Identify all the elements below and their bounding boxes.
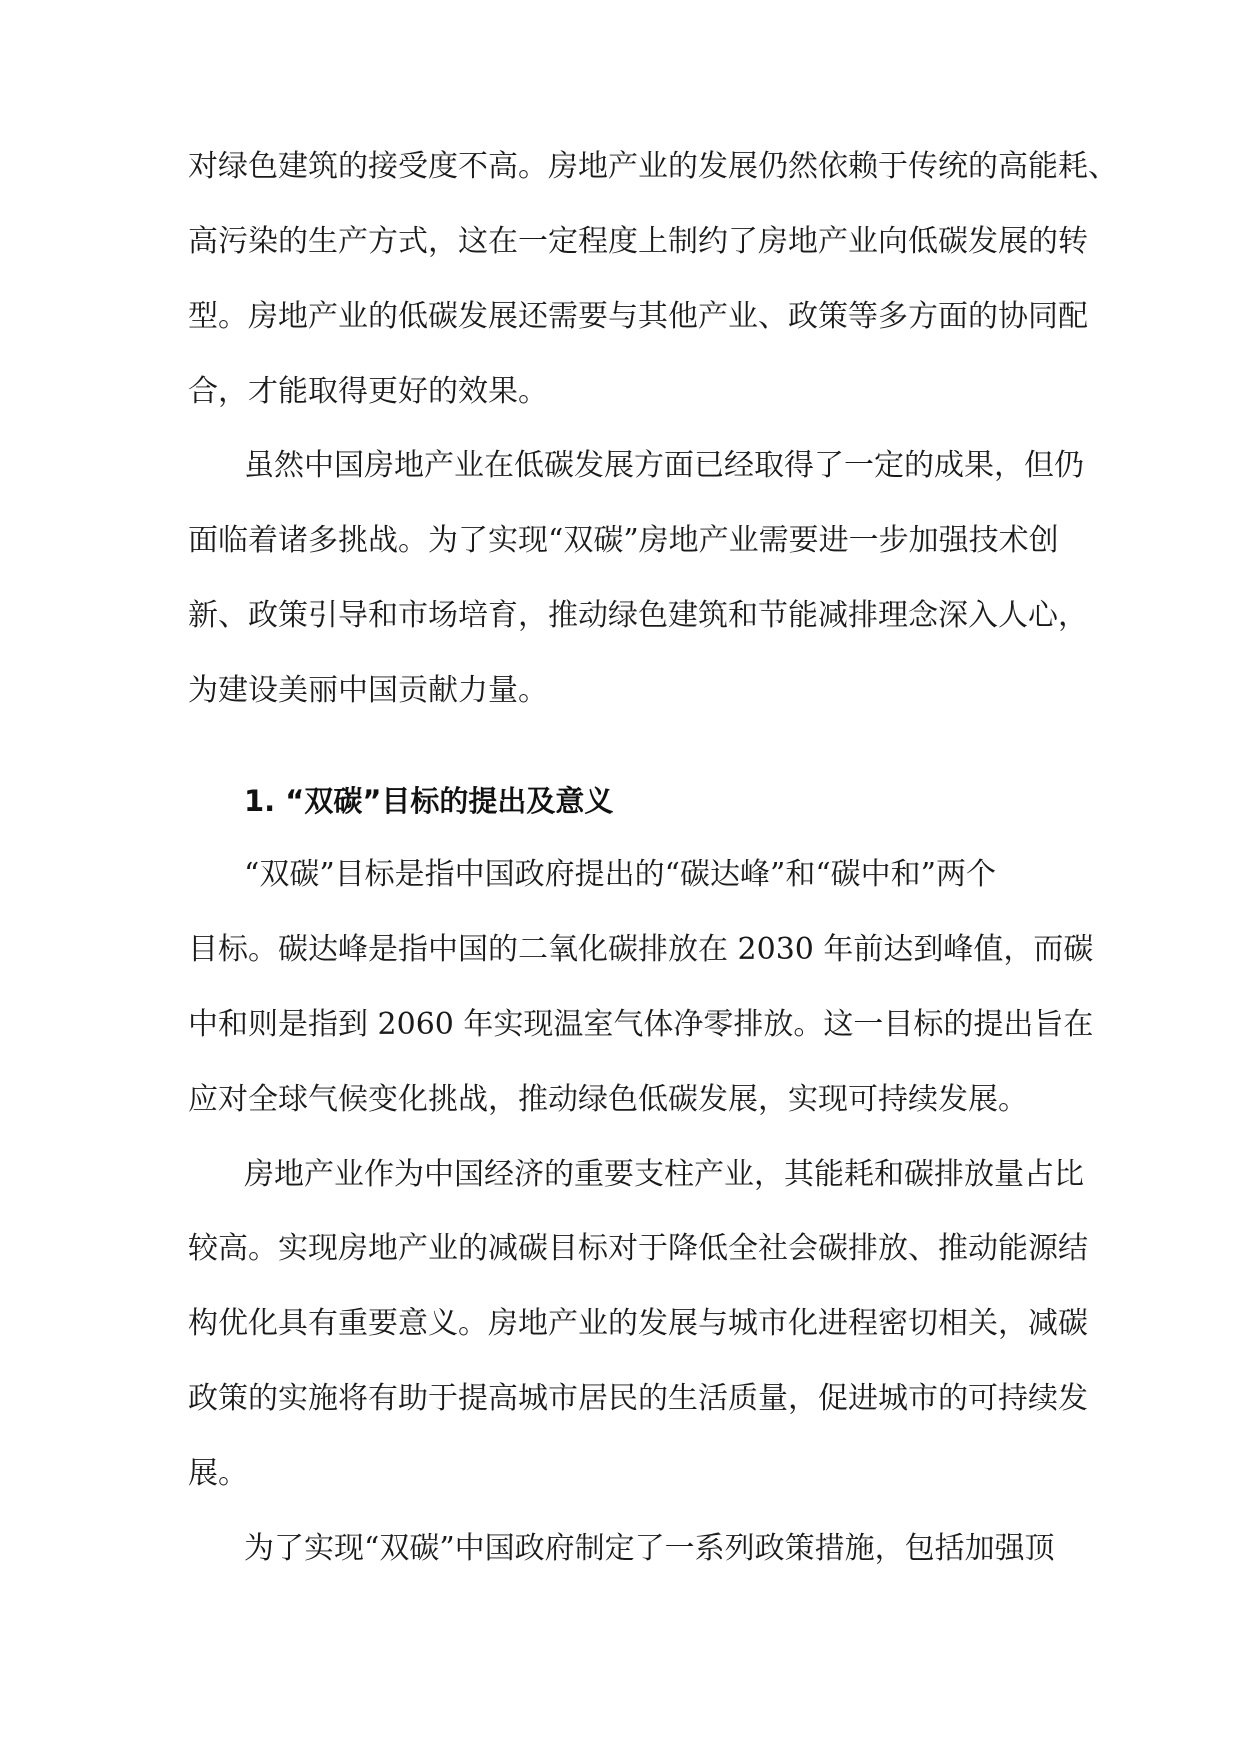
paragraph-line: 合，才能取得更好的效果。 xyxy=(188,374,548,409)
paragraph-line: 虽然中国房地产业在低碳发展方面已经取得了一定的成果，但仍 xyxy=(244,448,1084,483)
section-heading: 1. “双碳”目标的提出及意义 xyxy=(244,784,614,818)
paragraph-line: 房地产业作为中国经济的重要支柱产业，其能耗和碳排放量占比 xyxy=(244,1157,1084,1192)
paragraph-line: 型。房地产业的低碳发展还需要与其他产业、政策等多方面的协同配 xyxy=(188,299,1088,334)
paragraph-line: 新、政策引导和市场培育，推动绿色建筑和节能减排理念深入人心， xyxy=(188,598,1088,633)
paragraph-line: 对绿色建筑的接受度不高。房地产业的发展仍然依赖于传统的高能耗、 xyxy=(188,149,1118,184)
paragraph-line: 政策的实施将有助于提高城市居民的生活质量，促进城市的可持续发 xyxy=(188,1381,1088,1416)
paragraph-line: 面临着诸多挑战。为了实现“双碳”房地产业需要进一步加强技术创 xyxy=(188,523,1059,558)
paragraph-line: “双碳”目标是指中国政府提出的“碳达峰”和“碳中和”两个 xyxy=(244,857,997,892)
paragraph-line: 中和则是指到 2060 年实现温室气体净零排放。这一目标的提出旨在 xyxy=(188,1007,1094,1042)
paragraph-line: 为了实现“双碳”中国政府制定了一系列政策措施，包括加强顶 xyxy=(244,1531,1055,1566)
paragraph-line: 较高。实现房地产业的减碳目标对于降低全社会碳排放、推动能源结 xyxy=(188,1231,1088,1266)
paragraph-line: 目标。碳达峰是指中国的二氧化碳排放在 2030 年前达到峰值，而碳 xyxy=(188,932,1094,967)
paragraph-line: 展。 xyxy=(188,1456,248,1491)
paragraph-line: 为建设美丽中国贡献力量。 xyxy=(188,673,548,708)
paragraph-line: 构优化具有重要意义。房地产业的发展与城市化进程密切相关，减碳 xyxy=(188,1306,1088,1341)
paragraph-line: 高污染的生产方式，这在一定程度上制约了房地产业向低碳发展的转 xyxy=(188,224,1088,259)
paragraph-line: 应对全球气候变化挑战，推动绿色低碳发展，实现可持续发展。 xyxy=(188,1082,1028,1117)
